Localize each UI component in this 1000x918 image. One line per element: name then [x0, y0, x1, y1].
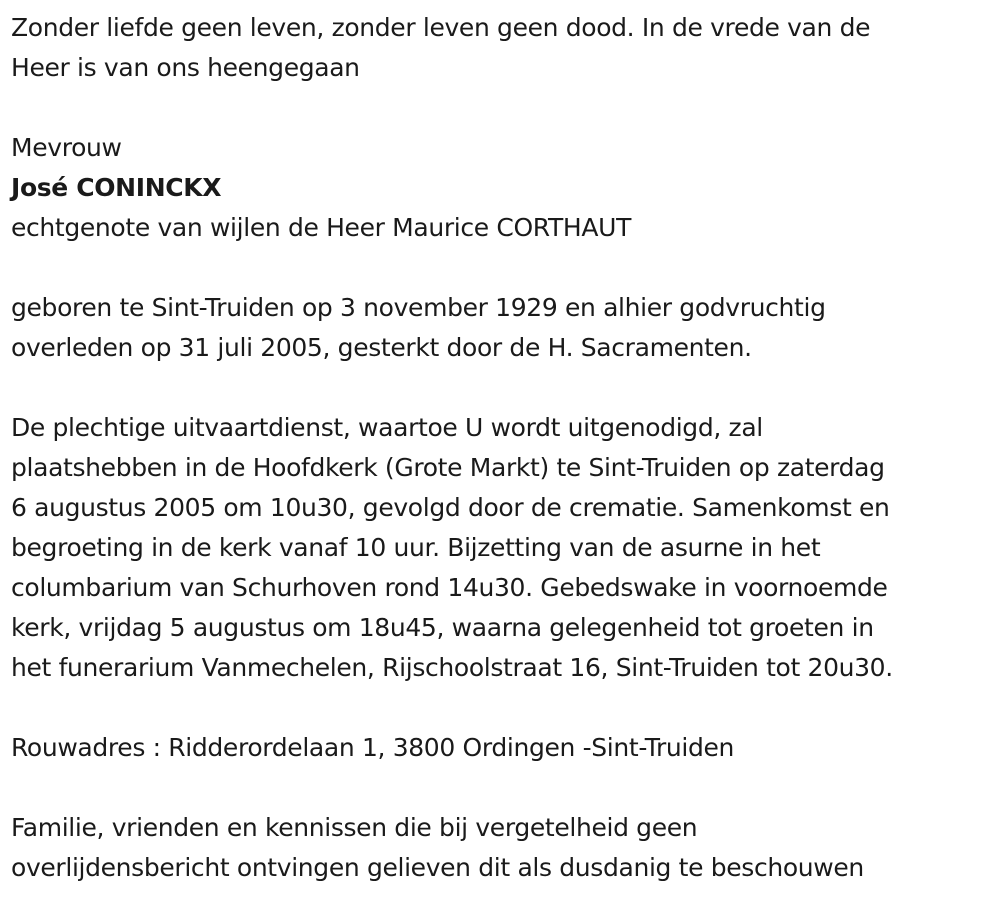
closing-line-1: Familie, vrienden en kennissen die bij vergetelheid geen [11, 813, 698, 842]
spouse-line: echtgenote van wijlen de Heer Maurice CORTHAUT [11, 213, 631, 242]
honorific-title: Mevrouw [11, 133, 122, 162]
intro-line-2: Heer is van ons heengegaan [11, 53, 360, 82]
intro-line-1: Zonder liefde geen leven, zonder leven geen dood. In de vrede van de [11, 13, 871, 42]
spacer [11, 768, 1000, 808]
service-line-1: De plechtige uitvaartdienst, waartoe U wordt uitgenodigd, zal [11, 413, 763, 442]
spacer [11, 688, 1000, 728]
service-line-7: het funerarium Vanmechelen, Rijschoolstraat 16, Sint-Truiden tot 20u30. [11, 653, 893, 682]
spacer [11, 88, 1000, 128]
spacer [11, 248, 1000, 288]
service-line-5: columbarium van Schurhoven rond 14u30. Gebedswake in voornoemde [11, 573, 888, 602]
service-line-4: begroeting in de kerk vanaf 10 uur. Bijzetting van de asurne in het [11, 533, 821, 562]
deceased-name: José CONINCKX [11, 173, 222, 202]
service-line-3: 6 augustus 2005 om 10u30, gevolgd door de crematie. Samenkomst en [11, 493, 890, 522]
closing-line-2: overlijdensbericht ontvingen gelieven dit als dusdanig te beschouwen [11, 853, 864, 882]
service-line-6: kerk, vrijdag 5 augustus om 18u45, waarna gelegenheid tot groeten in [11, 613, 874, 642]
mourning-address: Rouwadres : Ridderordelaan 1, 3800 Ordingen -Sint-Truiden [11, 733, 735, 762]
birth-death-line-2: overleden op 31 juli 2005, gesterkt door de H. Sacramenten. [11, 333, 752, 362]
spacer [11, 368, 1000, 408]
birth-death-line-1: geboren te Sint-Truiden op 3 november 1929 en alhier godvruchtig [11, 293, 826, 322]
service-line-2: plaatshebben in de Hoofdkerk (Grote Markt) te Sint-Truiden op zaterdag [11, 453, 885, 482]
